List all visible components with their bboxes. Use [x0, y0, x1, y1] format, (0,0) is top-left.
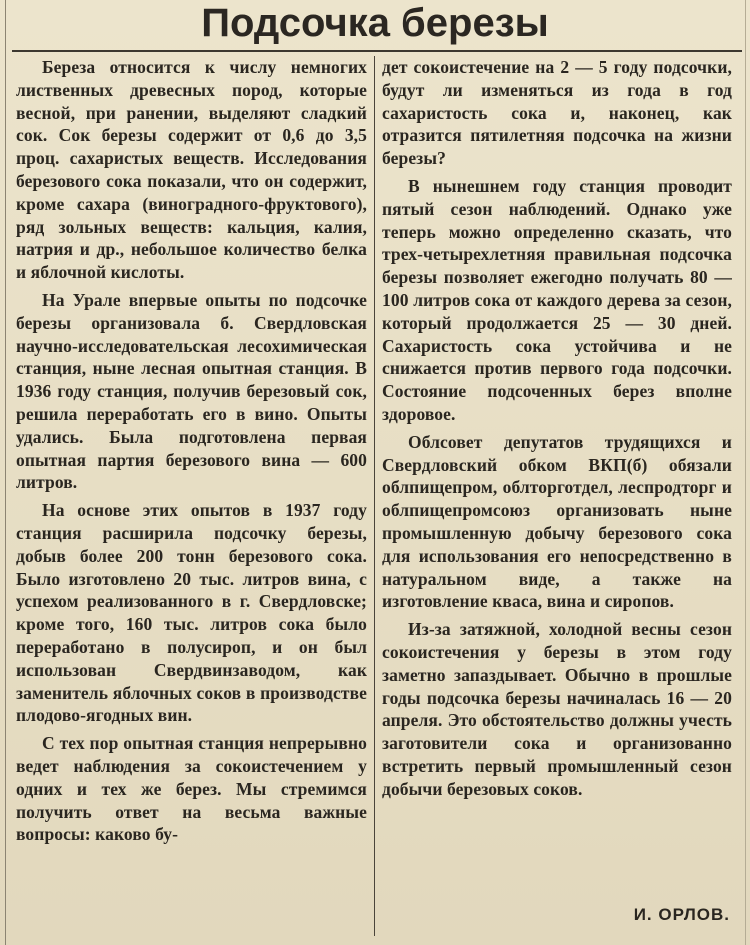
article-paragraph: На Урале впервые опыты по подсочке березы организовала б. Свердловская научно-исследовательская лесохимическая станция, ныне лесная опытная станция. В 1936 году станция, получив березовый сок, решила переработать его в вино. Опыты удались. Была подготовлена первая опытная партия березового вина — 600 литров. — [16, 289, 367, 493]
column-divider — [374, 56, 375, 936]
title-divider — [12, 50, 742, 52]
article-paragraph: В нынешнем году станция проводит пятый сезон наблюдений. Однако уже теперь можно определенно сказать, что трех-четырехлетняя правильная подсочка березы позволяет ежегодно получать 80 — 100 литров сока от каждого дерева за сезон, который продолжается 25 — 30 дней. Сахаристость сока устойчива и не снижается против первого года подсочки. Состояние подсоченных берез вполне здоровое. — [382, 175, 732, 424]
page-edge-rule — [5, 0, 6, 945]
article-column-right — [382, 56, 732, 801]
article-paragraph: Из-за затяжной, холодной весны сезон сокоистечения у березы в этом году заметно запаздывает. Обычно в прошлые годы подсочка березы начиналась 16 — 20 апреля. Это обстоятельство должны учесть заготовители сока и организованно встретить первый промышленный сезон добычи березовых соков. — [382, 619, 732, 799]
article-paragraph: Береза относится к числу немногих лиственных древесных пород, которые весной, при ранении, выделяют сладкий сок. Сок березы содержит от 0,6 до 3,5 проц. сахаристых веществ. Исследования березового сока показали, что он содержит, кроме сахара (виноградного-фруктового), ряд зольных веществ: кальция, калия, натрия и др., небольшое количество белка и яблочной кислоты. — [16, 57, 367, 283]
page-edge-rule-right — [745, 0, 746, 945]
article-column-left — [16, 56, 367, 846]
article-paragraph-continued: дет сокоистечение на 2 — 5 году подсочки, будут ли изменяться из года в год сахаристость сока и, наконец, как отразится пятилетняя подсочка на жизни березы? — [382, 57, 732, 169]
article-title: Подсочка березы — [201, 1, 549, 45]
author-signature: И. ОРЛОВ. — [633, 905, 730, 924]
article-paragraph: С тех пор опытная станция непрерывно ведет наблюдения за сокоистечением у одних и тех же берез. Мы стремимся получить ответ на весьма важные вопросы: каково бу- — [16, 733, 367, 845]
article-paragraph: На основе этих опытов в 1937 году станция расширила подсочку березы, добыв более 200 тонн березового сока. Было изготовлено 20 тыс. литров вина, с успехом реализованного в г. Свердловске; кроме того, 160 тыс. литров сока было переработано в полусироп, и он был использован Свердвинзаводом, как заменитель яблочных соков в производстве плодово-ягодных вин. — [16, 500, 367, 726]
article-paragraph: Облсовет депутатов трудящихся и Свердловский обком ВКП(б) обязали облпищепром, облторготдел, леспродторг и облпищепромсоюз организовать ныне промышленную добычу березового сока для использования его непосредственно в натуральном виде, а также на изготовление кваса, вина и сиропов. — [382, 431, 732, 612]
